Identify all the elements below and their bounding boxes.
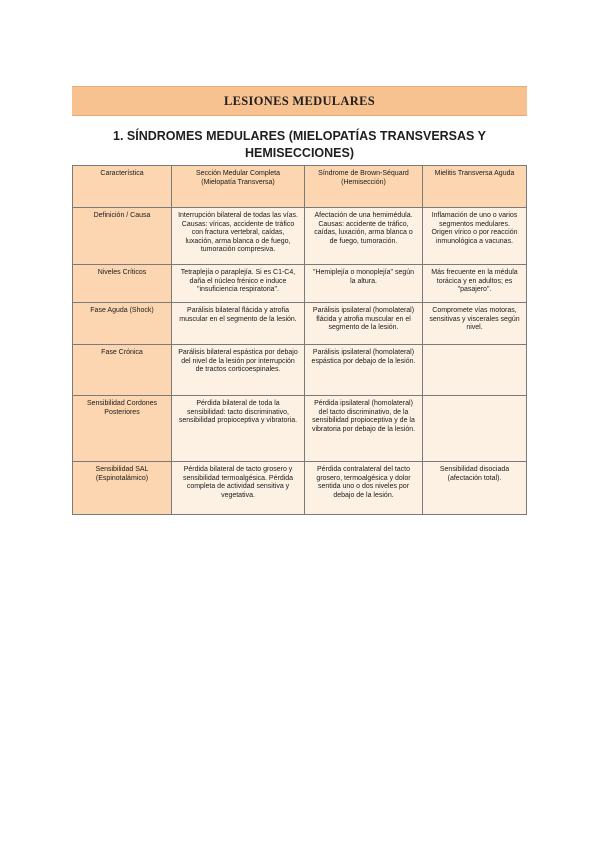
table-cell: Pérdida contralateral del tacto grosero, termoalgésica y dolor sentida uno o dos niveles por debajo de la lesión. [305, 462, 423, 515]
feature-cell: Fase Crónica [73, 345, 172, 396]
empty-cell [423, 345, 527, 396]
column-header: Síndrome de Brown-Séquard (Hemisección) [305, 166, 423, 208]
table-cell: Compromete vías motoras, sensitivas y viscerales según nivel. [423, 303, 527, 345]
table-cell: Parálisis bilateral espástica por debajo del nivel de la lesión por interrupción de tractos corticoespinales. [172, 345, 305, 396]
table-cell: Parálisis ipsilateral (homolateral) flácida y atrofia muscular en el segmento de la lesión. [305, 303, 423, 345]
section-title: 1. SÍNDROMES MEDULARES (MIELOPATÍAS TRANSVERSAS Y HEMISECCIONES) [113, 129, 486, 160]
syndromes-table [72, 165, 527, 515]
table-cell: Parálisis ipsilateral (homolateral) espástica por debajo de la lesión. [305, 345, 423, 396]
table-cell: "Hemiplejía o monoplejía" según la altura. [305, 265, 423, 303]
table-header-row [73, 166, 527, 208]
table-row [73, 462, 527, 515]
column-header: Sección Medular Completa (Mielopatía Transversa) [172, 166, 305, 208]
column-header: Característica [73, 166, 172, 208]
table-cell: Pérdida ipsilateral (homolateral) del tacto discriminativo, de la sensibilidad propioceptiva y de la vibratoria por debajo de la lesión. [305, 396, 423, 462]
table-cell: Interrupción bilateral de todas las vías. Causas: víricas, accidente de tráfico con fractura vertebral, caídas, luxación, arma blanca o de fuego, tumoración compresiva. [172, 208, 305, 265]
table-cell: Parálisis bilateral flácida y atrofia muscular en el segmento de la lesión. [172, 303, 305, 345]
banner-title: LESIONES MEDULARES [224, 93, 375, 108]
table-row [73, 208, 527, 265]
table-row [73, 345, 527, 396]
table-row [73, 265, 527, 303]
feature-cell: Fase Aguda (Shock) [73, 303, 172, 345]
empty-cell [423, 396, 527, 462]
column-header: Mielitis Transversa Aguda [423, 166, 527, 208]
table-row [73, 303, 527, 345]
table-cell: Más frecuente en la médula torácica y en adultos; es "pasajero". [423, 265, 527, 303]
table-cell: Sensibilidad disociada (afectación total). [423, 462, 527, 515]
table-cell: Pérdida bilateral de tacto grosero y sensibilidad termoalgésica. Pérdida completa de actividad sensitiva y vegetativa. [172, 462, 305, 515]
table-cell: Pérdida bilateral de toda la sensibilidad: tacto discriminativo, sensibilidad propioceptiva y vibratoria. [172, 396, 305, 462]
document-banner [72, 86, 527, 116]
table-cell: Tetraplejía o paraplejía. Si es C1-C4, daña el núcleo frénico e induce "insuficiencia respiratoria". [172, 265, 305, 303]
table-row [73, 396, 527, 462]
table-cell: Inflamación de uno o varios segmentos medulares. Origen vírico o por reacción inmunológica a vacunas. [423, 208, 527, 265]
table-cell: Afectación de una hemimédula. Causas: accidente de tráfico, caídas, luxación, arma blanca o de fuego, tumoración. [305, 208, 423, 265]
feature-cell: Niveles Críticos [73, 265, 172, 303]
feature-cell: Sensibilidad SAL (Espinotalámico) [73, 462, 172, 515]
feature-cell: Sensibilidad Cordones Posteriores [73, 396, 172, 462]
feature-cell: Definición / Causa [73, 208, 172, 265]
